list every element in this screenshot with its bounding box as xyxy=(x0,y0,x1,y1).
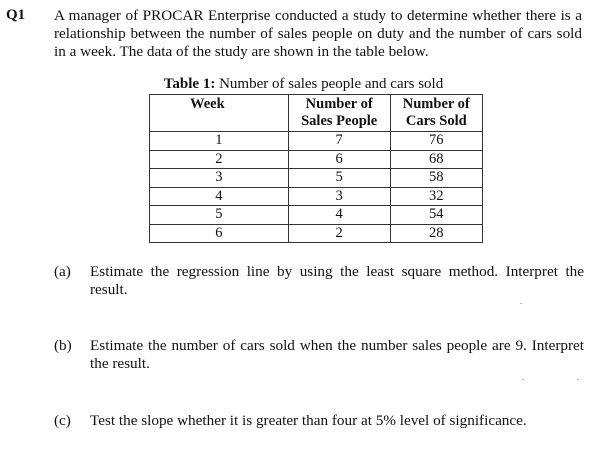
part-b xyxy=(54,337,584,373)
question-number: Q1 xyxy=(6,7,26,23)
cell-sales-people: 3 xyxy=(288,187,390,206)
cell-cars-sold: 58 xyxy=(390,169,482,188)
part-a xyxy=(54,263,584,299)
cell-week: 1 xyxy=(150,132,289,151)
cell-cars-sold: 76 xyxy=(390,132,482,151)
part-a-label: (a) xyxy=(54,263,71,280)
table-header-row xyxy=(150,95,483,132)
table-row xyxy=(150,224,483,243)
header-sales-people: Number of Sales People xyxy=(288,95,390,132)
table-caption xyxy=(0,76,607,93)
cell-cars-sold: 68 xyxy=(390,150,482,169)
scan-speck xyxy=(577,379,579,380)
cell-sales-people: 4 xyxy=(288,206,390,225)
scan-speck xyxy=(520,303,522,304)
cell-week: 6 xyxy=(150,224,289,243)
cell-sales-people: 7 xyxy=(288,132,390,151)
scan-speck xyxy=(522,379,524,380)
part-c-label: (c) xyxy=(54,412,71,429)
table-row xyxy=(150,187,483,206)
table-caption-label: Table 1: xyxy=(163,76,216,92)
part-b-label: (b) xyxy=(54,337,72,354)
cell-week: 4 xyxy=(150,187,289,206)
table-row xyxy=(150,132,483,151)
table-row xyxy=(150,206,483,225)
question-intro: A manager of PROCAR Enterprise conducted a study to determine whether there is a relationship between the number of sales people on duty and the number of cars sold in a week. The data of the study are shown in the table below. xyxy=(54,7,582,60)
part-c xyxy=(54,412,584,430)
table-row xyxy=(150,169,483,188)
part-c-text: Test the slope whether it is greater than four at 5% level of significance. xyxy=(90,412,527,429)
data-table xyxy=(149,94,483,243)
cell-sales-people: 2 xyxy=(288,224,390,243)
cell-sales-people: 6 xyxy=(288,150,390,169)
cell-cars-sold: 32 xyxy=(390,187,482,206)
cell-cars-sold: 28 xyxy=(390,224,482,243)
part-b-text: Estimate the number of cars sold when the number sales people are 9. Interpret the result. xyxy=(90,337,584,372)
cell-cars-sold: 54 xyxy=(390,206,482,225)
table-caption-text: Number of sales people and cars sold xyxy=(215,76,444,92)
header-cars-sold: Number of Cars Sold xyxy=(390,95,482,132)
cell-week: 5 xyxy=(150,206,289,225)
part-a-text: Estimate the regression line by using the least square method. Interpret the result. xyxy=(90,263,584,298)
table-row xyxy=(150,150,483,169)
cell-week: 3 xyxy=(150,169,289,188)
cell-week: 2 xyxy=(150,150,289,169)
header-week: Week xyxy=(150,95,289,132)
cell-sales-people: 5 xyxy=(288,169,390,188)
